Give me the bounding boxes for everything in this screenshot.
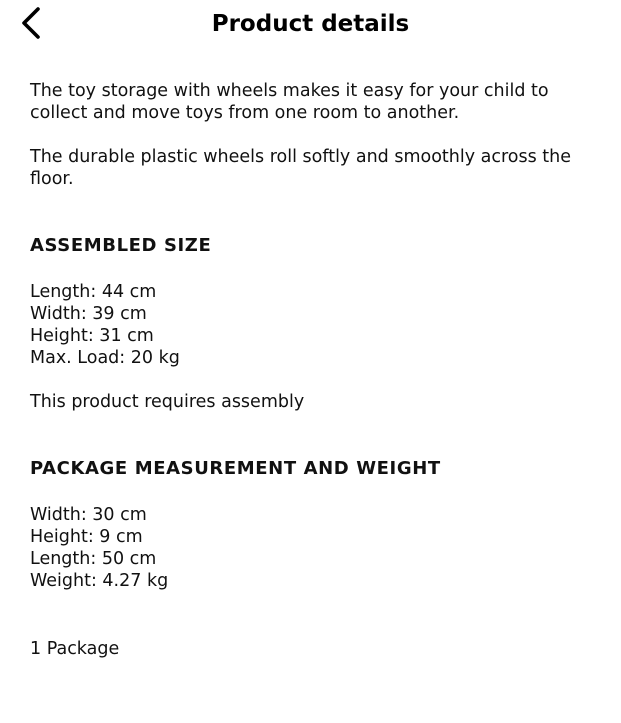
page-title: Product details xyxy=(211,11,410,37)
assembled-height: Height: 31 cm xyxy=(30,326,154,346)
package-length: Length: 50 cm xyxy=(30,549,157,569)
assembled-max-load: Max. Load: 20 kg xyxy=(30,348,180,368)
assembled-length: Length: 44 cm xyxy=(30,282,157,302)
description-paragraph-1: The toy storage with wheels makes it easy for your child to collect and move toys from one room to another. xyxy=(30,81,549,123)
assembled-width: Width: 39 cm xyxy=(30,304,147,324)
description-paragraph-2: The durable plastic wheels roll softly and smoothly across the floor. xyxy=(30,147,572,189)
assembly-note: This product requires assembly xyxy=(30,392,305,412)
package-width: Width: 30 cm xyxy=(30,505,147,525)
package-count: 1 Package xyxy=(30,639,120,659)
package-weight: Weight: 4.27 kg xyxy=(30,571,169,591)
package-height: Height: 9 cm xyxy=(30,527,143,547)
assembled-size-heading: ASSEMBLED SIZE xyxy=(30,235,212,256)
header-bar xyxy=(0,0,621,50)
assembled-size-list xyxy=(30,281,590,369)
package-measurement-list xyxy=(30,504,590,592)
package-measurement-heading: PACKAGE MEASUREMENT AND WEIGHT xyxy=(30,458,441,479)
product-details-content xyxy=(30,80,590,660)
